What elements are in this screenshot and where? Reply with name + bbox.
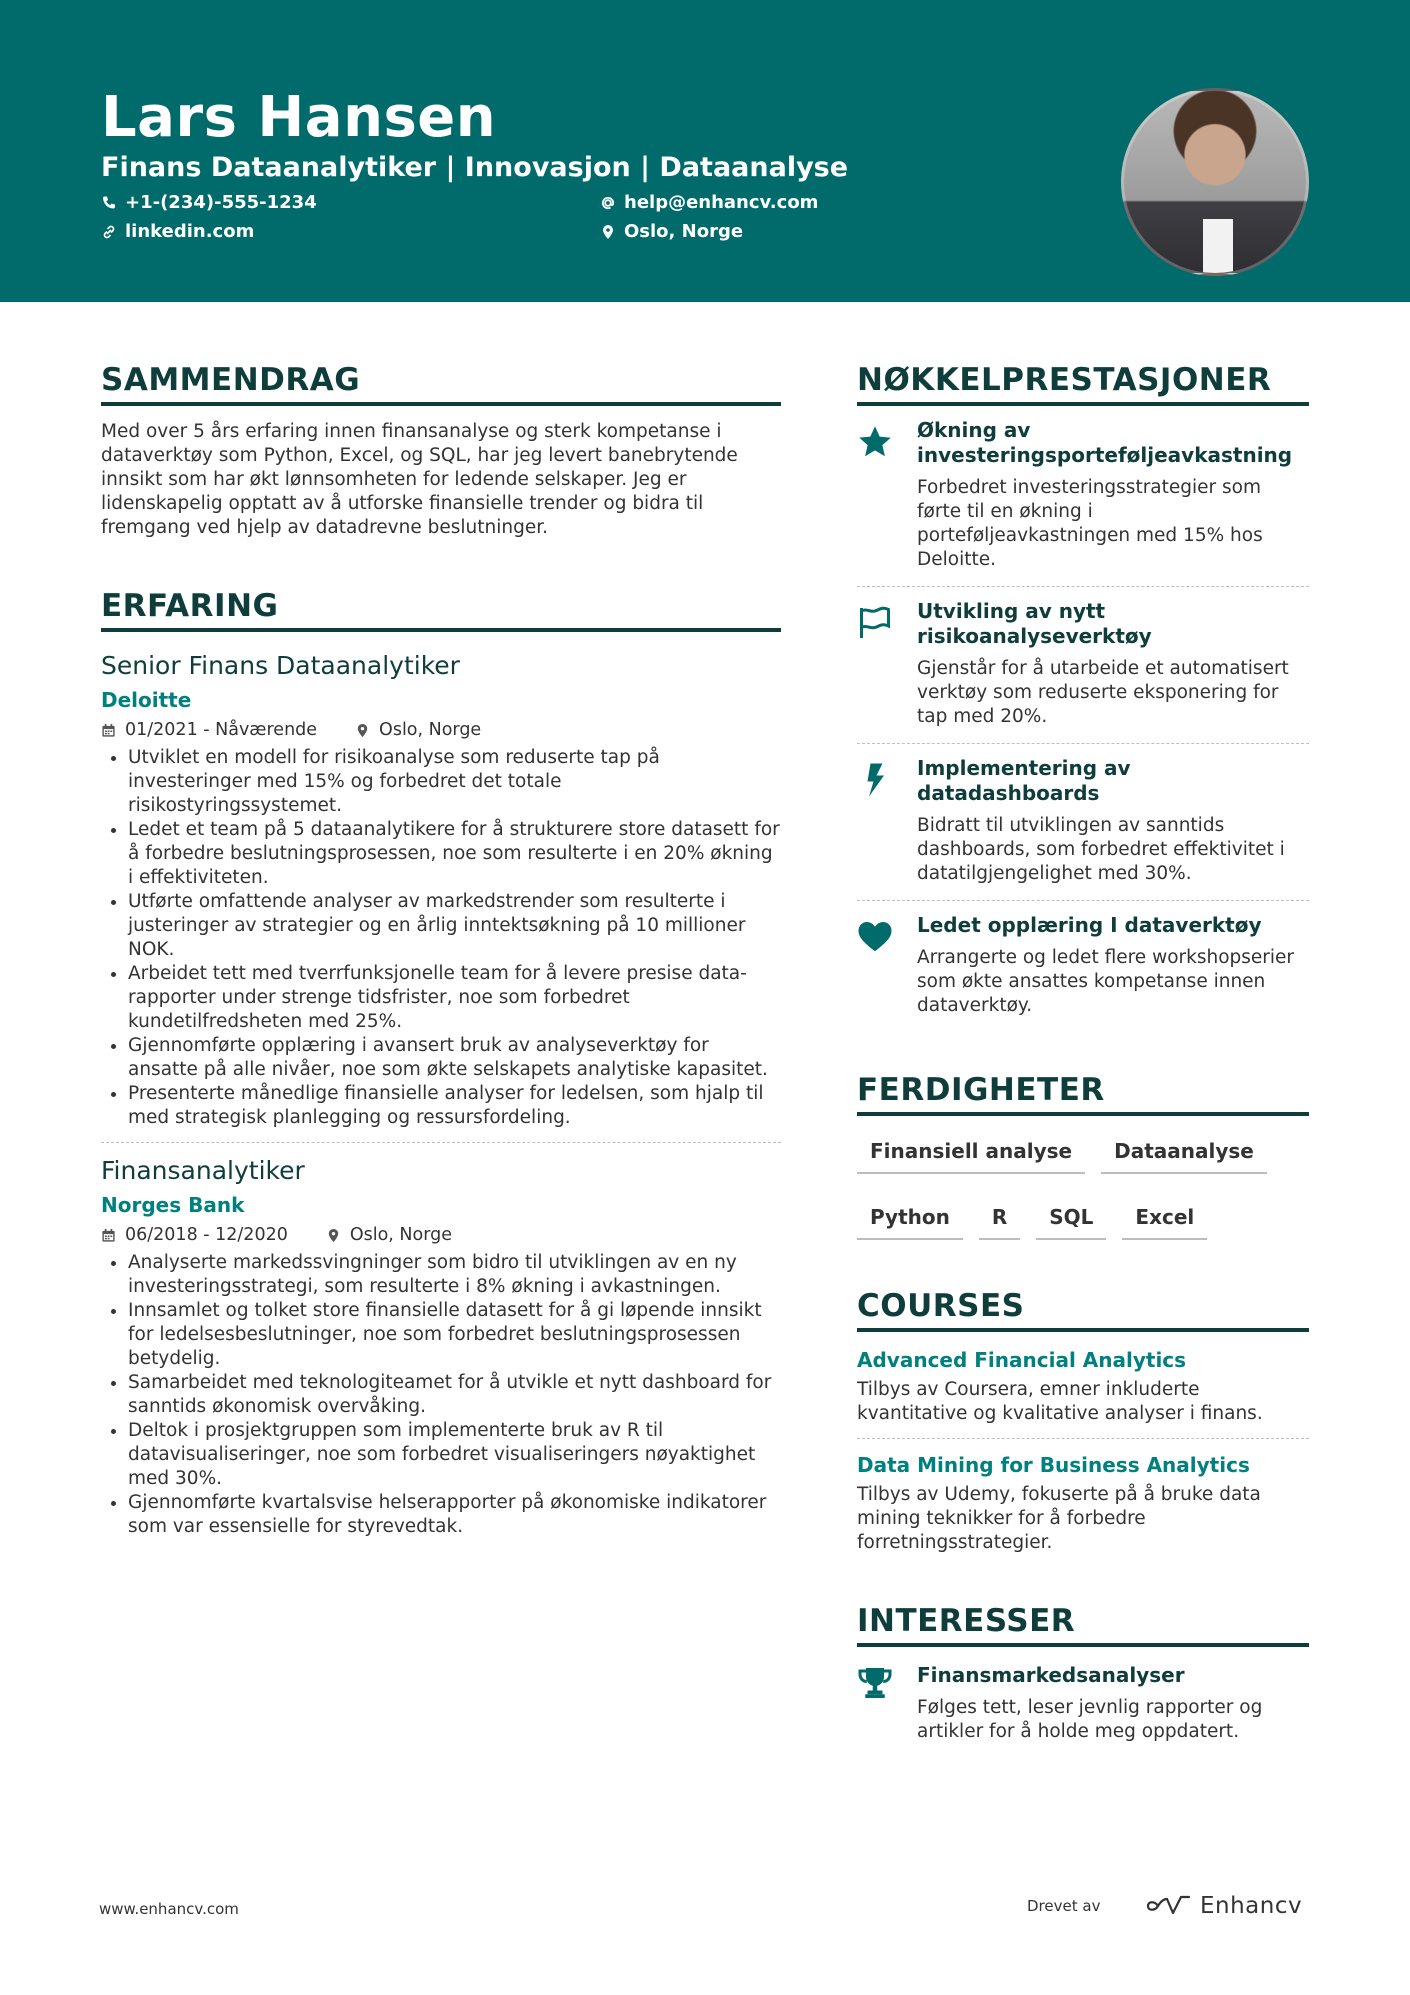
location-pin-icon — [355, 723, 370, 738]
achievement-item — [857, 406, 1309, 586]
course-title: Advanced Financial Analytics — [857, 1348, 1187, 1372]
phone-text: +1-(234)-555-1234 — [125, 192, 317, 213]
achievement-item — [857, 587, 1309, 743]
location-text: Oslo, Norge — [624, 221, 744, 242]
achievement-title: Utvikling av nytt risikoanalyseverktøy — [917, 599, 1152, 648]
achievement-desc: Arrangerte og ledet flere workshopserier som økte ansattes kompetanse innen dataverktøy. — [917, 947, 1295, 1016]
skills-heading: FERDIGHETER — [857, 1070, 1309, 1116]
job-bullet: • Ledet et team på 5 dataanalytikere for å strukturere store datasett for å forbedre beslutningsprosessen, noe som resulterte i en 20% økning i effektiviteten. — [128, 818, 781, 890]
achievements-heading: NØKKELPRESTASJONER — [857, 360, 1309, 406]
left-column — [101, 360, 781, 1539]
job-bullet: • Utviklet en modell for risikoanalyse som reduserte tap på investeringer med 15% og forbedret det totale risikostyringssystemet. — [128, 746, 781, 818]
job-bullet: • Deltok i prosjektgruppen som implementerte bruk av R til datavisualiseringer, noe som forbedret visualiseringers nøyaktighet med 30%. — [128, 1419, 781, 1491]
course-desc: Tilbys av Udemy, fokuserte på å bruke data mining teknikker for å forbedre forretningsstrategier. — [857, 1484, 1261, 1553]
interest-desc: Følges tett, leser jevnlig rapporter og artikler for å holde meg oppdatert. — [917, 1697, 1263, 1742]
job-dates: 01/2021 - Nåværende — [125, 720, 318, 740]
course-item — [857, 1439, 1309, 1555]
candidate-tagline: Finans Dataanalytiker | Innovasjon | Dataanalyse — [101, 152, 849, 183]
email-text[interactable]: help@enhancv.com — [624, 192, 819, 213]
contact-location — [600, 220, 743, 244]
achievement-desc: Forbedret investeringsstrategier som førte til en økning i porteføljeavkastningen med 15% hos Deloitte. — [917, 477, 1263, 570]
interests-heading: INTERESSER — [857, 1601, 1309, 1647]
courses-heading: COURSES — [857, 1286, 1309, 1332]
skill-tag: Python — [857, 1194, 963, 1240]
star-icon — [857, 424, 893, 460]
job-bullet: • Arbeidet tett med tverrfunksjonelle team for å levere presise data-rapporter under strenge tidsfrister, noe som forbedret kundetilfredsheten med 25%. — [128, 962, 781, 1034]
job-entry — [101, 650, 781, 1130]
enhancv-logo-text: Enhancv — [1200, 1893, 1303, 1919]
contact-linkedin[interactable] — [101, 220, 254, 244]
skill-tag: Finansiell analyse — [857, 1128, 1085, 1174]
job-bullets — [101, 746, 781, 1130]
enhancv-logo-icon — [1146, 1894, 1192, 1918]
contact-email[interactable] — [600, 191, 818, 215]
job-bullets — [101, 1251, 781, 1539]
phone-icon — [101, 195, 117, 211]
skill-tag: Excel — [1122, 1194, 1207, 1240]
job-location: Oslo, Norge — [349, 1225, 452, 1245]
location-pin-icon — [600, 224, 616, 240]
achievement-item — [857, 744, 1309, 900]
flag-icon — [857, 605, 893, 641]
candidate-name: Lars Hansen — [101, 85, 497, 150]
course-item — [857, 1332, 1309, 1438]
job-company: Deloitte — [101, 688, 192, 712]
achievement-item — [857, 901, 1309, 1032]
job-bullet: • Gjennomførte opplæring i avansert bruk av analyseverktøy for ansatte på alle nivåer, noe som økte selskapets analytiske kapasitet. — [128, 1034, 781, 1082]
skills-list — [857, 1128, 1309, 1260]
linkedin-text[interactable]: linkedin.com — [125, 221, 255, 242]
course-desc: Tilbys av Coursera, emner inkluderte kvantitative og kvalitative analyser i finans. — [857, 1379, 1263, 1424]
achievement-desc: Bidratt til utviklingen av sanntids dashboards, som forbedret effektivitet i datatilgjengelighet med 30%. — [917, 815, 1285, 884]
at-icon — [600, 195, 616, 211]
link-icon — [101, 224, 117, 240]
job-meta — [101, 1223, 781, 1247]
job-location: Oslo, Norge — [379, 720, 482, 740]
interest-item — [857, 1647, 1309, 1758]
job-dates: 06/2018 - 12/2020 — [125, 1225, 288, 1245]
achievement-desc: Gjenstår for å utarbeide et automatisert verktøy som reduserte eksponering for tap med 20%. — [917, 658, 1289, 727]
achievement-title: Implementering av datadashboards — [917, 756, 1131, 805]
profile-photo — [1121, 88, 1309, 276]
skill-tag: R — [979, 1194, 1020, 1240]
summary-heading: SAMMENDRAG — [101, 360, 781, 406]
job-company: Norges Bank — [101, 1193, 245, 1217]
skill-tag: Dataanalyse — [1101, 1128, 1267, 1174]
job-bullet: • Presenterte månedlige finansielle analyser for ledelsen, som hjalp til med strategisk planlegging og ressursfordeling. — [128, 1082, 781, 1130]
summary-text: Med over 5 års erfaring innen finansanalyse og sterk kompetanse i dataverktøy som Python, Excel, og SQL, har jeg levert banebrytende innsikt som har økt lønnsomheten for ledende selskaper. Jeg er lidenskapelig opptatt av å utforske finansielle trender og bidra til fremgang ved hjelp av datadrevne beslutninger. — [101, 421, 738, 538]
interest-title: Finansmarkedsanalyser — [917, 1663, 1185, 1687]
enhancv-logo[interactable] — [1146, 1893, 1302, 1919]
job-role: Senior Finans Dataanalytiker — [101, 651, 460, 680]
resume-header — [0, 0, 1410, 302]
job-role: Finansanalytiker — [101, 1156, 305, 1185]
achievement-title: Økning av investeringsporteføljeavkastning — [917, 418, 1293, 467]
footer-url[interactable]: www.enhancv.com — [99, 1900, 239, 1918]
footer-powered-by: Drevet av — [1027, 1897, 1101, 1915]
job-bullet: • Utførte omfattende analyser av markedstrender som resulterte i justeringer av strategier og en årlig inntektsøkning på 10 millioner NOK. — [128, 890, 781, 962]
job-bullet: • Analyserte markedssvingninger som bidro til utviklingen av en ny investeringsstrategi, som resulterte i 8% økning i avkastningen. — [128, 1251, 781, 1299]
calendar-icon — [101, 1228, 116, 1243]
divider — [101, 1142, 781, 1143]
experience-heading: ERFARING — [101, 586, 781, 632]
achievement-title: Ledet opplæring I dataverktøy — [917, 913, 1262, 937]
right-column — [857, 360, 1309, 1758]
job-bullet: • Gjennomførte kvartalsvise helserapporter på økonomiske indikatorer som var essensielle for styrevedtak. — [128, 1491, 781, 1539]
bolt-icon — [857, 762, 893, 798]
job-meta — [101, 718, 781, 742]
job-bullet: • Samarbeidet med teknologiteamet for å utvikle et nytt dashboard for sanntids økonomisk overvåking. — [128, 1371, 781, 1419]
contact-phone — [101, 191, 317, 215]
location-pin-icon — [326, 1228, 341, 1243]
course-title: Data Mining for Business Analytics — [857, 1453, 1250, 1477]
skill-tag: SQL — [1036, 1194, 1106, 1240]
trophy-icon — [857, 1665, 893, 1701]
job-entry — [101, 1155, 781, 1539]
heart-icon — [857, 919, 893, 955]
calendar-icon — [101, 723, 116, 738]
job-bullet: • Innsamlet og tolket store finansielle datasett for å gi løpende innsikt for ledelsesbeslutninger, noe som forbedret beslutningsprosessen betydelig. — [128, 1299, 781, 1371]
